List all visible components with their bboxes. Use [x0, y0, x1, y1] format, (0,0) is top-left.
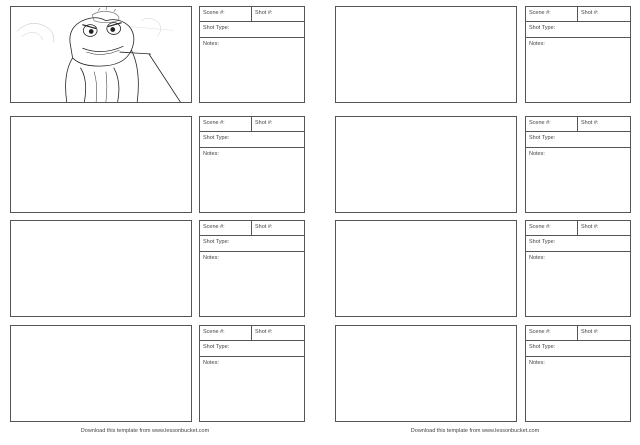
scene-field[interactable] [526, 326, 578, 340]
shot-type-field[interactable] [526, 22, 630, 38]
shot-label: Shot #: [255, 120, 273, 126]
shot-field[interactable] [252, 117, 304, 131]
storyboard-page-right [320, 0, 640, 445]
shot-type-label: Shot Type: [529, 25, 556, 31]
shot-field[interactable] [578, 7, 630, 21]
notes-label: Notes: [529, 151, 545, 157]
scene-field[interactable] [200, 117, 252, 131]
panel-info-box [199, 220, 305, 317]
notes-label: Notes: [203, 255, 219, 261]
notes-field[interactable] [526, 357, 630, 421]
shot-type-label: Shot Type: [203, 25, 230, 31]
shot-type-field[interactable] [526, 132, 630, 148]
notes-field[interactable] [526, 148, 630, 212]
panel-frame [10, 325, 192, 422]
scene-label: Scene #: [203, 224, 225, 230]
frog-sketch [11, 7, 191, 102]
panel-frame [335, 220, 517, 317]
scene-field[interactable] [526, 7, 578, 21]
shot-label: Shot #: [581, 329, 599, 335]
panel-frame [10, 116, 192, 213]
panel-info-box [525, 325, 631, 422]
panel-info-box [525, 6, 631, 103]
shot-label: Shot #: [255, 10, 273, 16]
scene-field[interactable] [200, 221, 252, 235]
panel-frame [335, 6, 517, 103]
notes-field[interactable] [200, 252, 304, 316]
scene-field[interactable] [200, 326, 252, 340]
scene-label: Scene #: [203, 10, 225, 16]
shot-type-label: Shot Type: [203, 135, 230, 141]
panel-info-box [199, 116, 305, 213]
shot-field[interactable] [578, 221, 630, 235]
footer-text: Download this template from www.lessonbucket.com [80, 428, 210, 434]
notes-field[interactable] [526, 38, 630, 102]
panel-frame [335, 116, 517, 213]
notes-label: Notes: [529, 41, 545, 47]
panel-info-box [199, 325, 305, 422]
notes-label: Notes: [529, 255, 545, 261]
shot-label: Shot #: [581, 224, 599, 230]
shot-type-label: Shot Type: [203, 239, 230, 245]
scene-label: Scene #: [529, 224, 551, 230]
shot-type-field[interactable] [200, 22, 304, 38]
shot-field[interactable] [252, 7, 304, 21]
scene-label: Scene #: [203, 120, 225, 126]
shot-type-field[interactable] [526, 341, 630, 357]
scene-label: Scene #: [529, 120, 551, 126]
notes-label: Notes: [529, 360, 545, 366]
shot-type-field[interactable] [200, 341, 304, 357]
scene-field[interactable] [526, 117, 578, 131]
shot-label: Shot #: [255, 224, 273, 230]
scene-label: Scene #: [203, 329, 225, 335]
scene-field[interactable] [526, 221, 578, 235]
shot-type-field[interactable] [526, 236, 630, 252]
panel-frame [335, 325, 517, 422]
shot-label: Shot #: [581, 120, 599, 126]
shot-type-label: Shot Type: [529, 239, 556, 245]
shot-field[interactable] [252, 326, 304, 340]
shot-label: Shot #: [255, 329, 273, 335]
shot-type-field[interactable] [200, 236, 304, 252]
shot-type-label: Shot Type: [529, 344, 556, 350]
shot-field[interactable] [252, 221, 304, 235]
notes-field[interactable] [200, 38, 304, 102]
notes-field[interactable] [200, 357, 304, 421]
notes-field[interactable] [200, 148, 304, 212]
scene-field[interactable] [200, 7, 252, 21]
shot-field[interactable] [578, 326, 630, 340]
shot-type-label: Shot Type: [529, 135, 556, 141]
notes-label: Notes: [203, 151, 219, 157]
shot-type-field[interactable] [200, 132, 304, 148]
notes-label: Notes: [203, 41, 219, 47]
footer-text: Download this template from www.lessonbucket.com [410, 428, 540, 434]
shot-type-label: Shot Type: [203, 344, 230, 350]
notes-label: Notes: [203, 360, 219, 366]
scene-label: Scene #: [529, 10, 551, 16]
shot-field[interactable] [578, 117, 630, 131]
panel-info-box [199, 6, 305, 103]
panel-frame [10, 6, 192, 103]
notes-field[interactable] [526, 252, 630, 316]
shot-label: Shot #: [581, 10, 599, 16]
panel-info-box [525, 220, 631, 317]
panel-frame [10, 220, 192, 317]
scene-label: Scene #: [529, 329, 551, 335]
panel-info-box [525, 116, 631, 213]
